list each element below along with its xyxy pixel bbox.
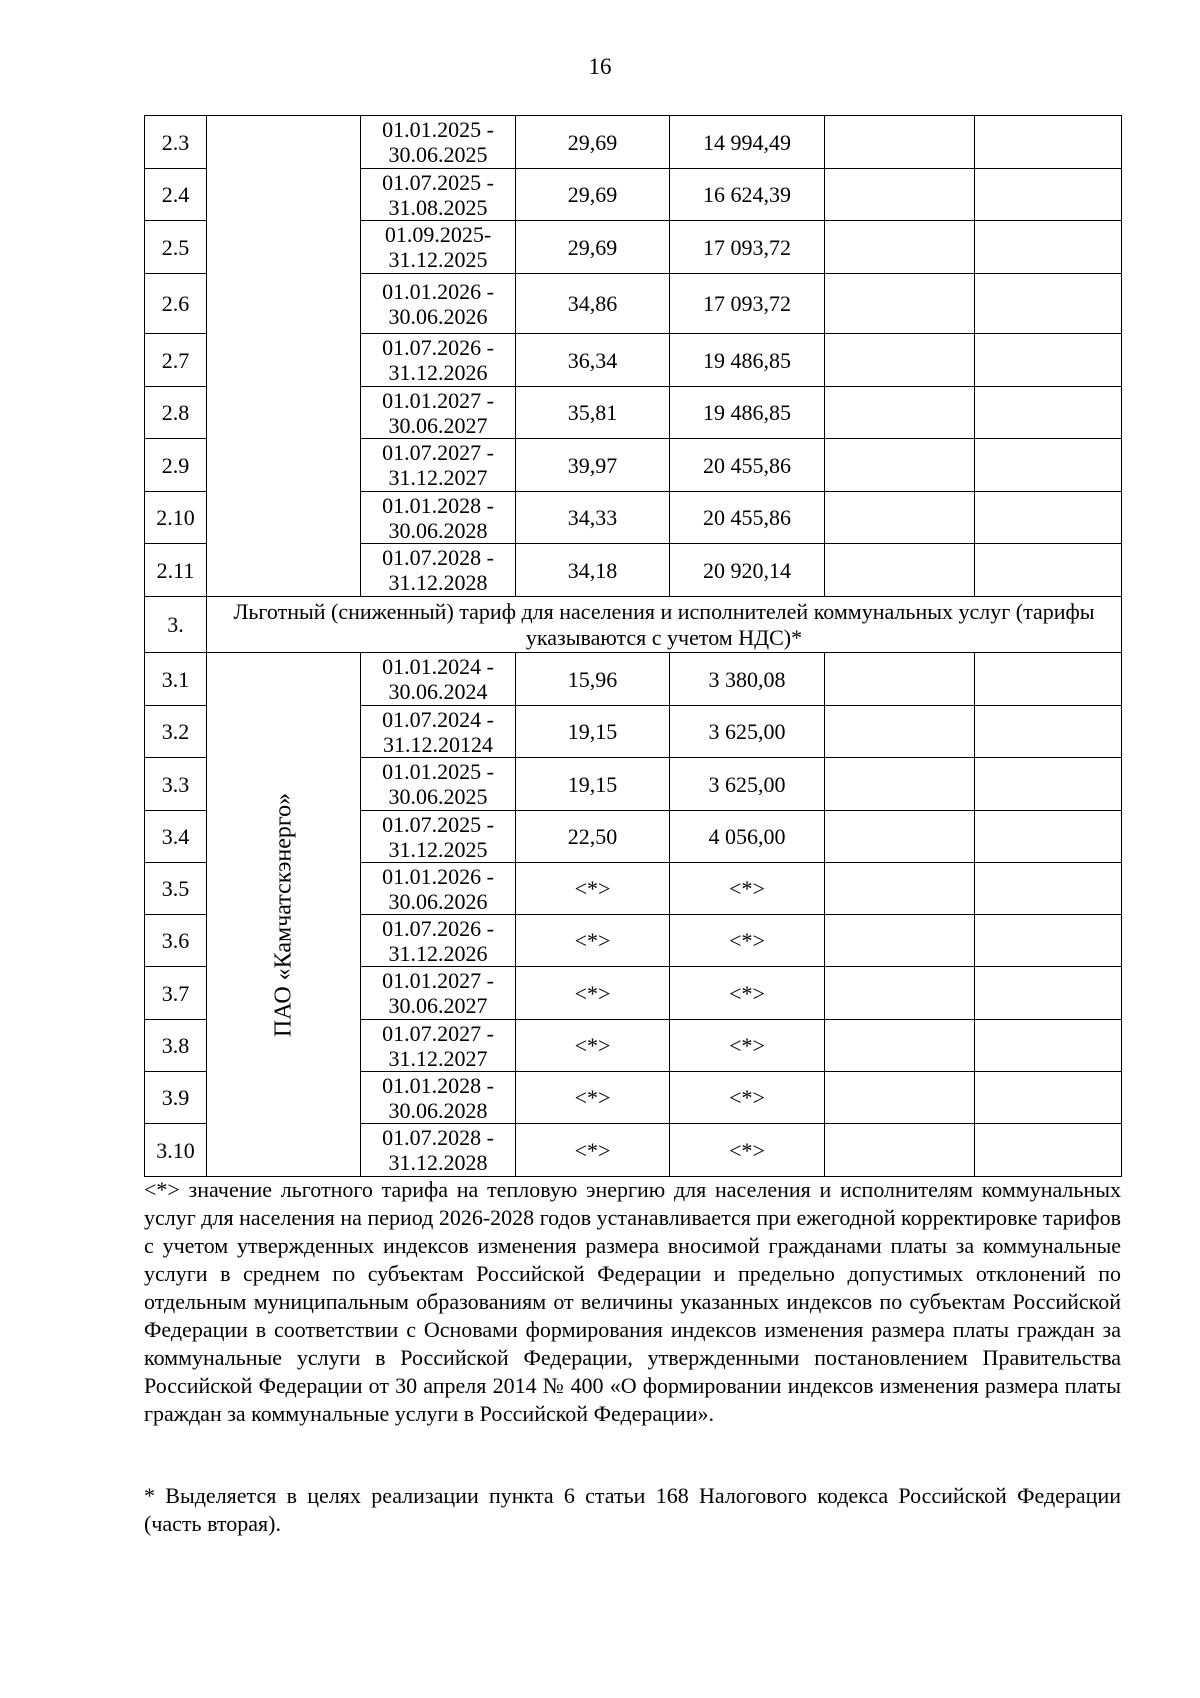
empty-cell [825,967,975,1020]
period-end: 31.08.2025 [388,194,488,220]
empty-cell [825,116,975,169]
empty-cell [975,439,1122,492]
period-end: 31.12.2027 [388,465,488,490]
period-end: 30.06.2028 [388,1097,488,1123]
period-cell [361,967,516,1020]
row-number: 3.9 [145,1072,207,1124]
rate-cell: 29,69 [516,116,670,169]
period-cell [361,387,516,439]
rate-cell: 39,97 [516,439,670,492]
period-cell [361,439,516,492]
empty-cell [975,334,1122,387]
period-end: 30.06.2027 [388,412,488,438]
empty-cell [825,387,975,439]
row-number: 2.8 [145,387,207,439]
period-start: 01.01.2024 - [382,654,494,679]
rate-cell: <*> [516,1124,670,1177]
period-start: 01.01.2025 - [382,117,494,142]
period-cell [361,334,516,387]
period-cell [361,1072,516,1124]
period-end: 31.12.2028 [388,1150,488,1175]
period-start: 01.07.2026 - [382,915,494,941]
section-number: 3. [145,597,207,653]
rate-cell: <*> [516,1072,670,1124]
period-end: 31.12.2025 [388,247,488,272]
period-start: 01.07.2027 - [382,1020,494,1046]
row-number: 2.7 [145,334,207,387]
footnote-angle-asterisk: <*> значение льготного тарифа на тепловую энергию для населения и исполнителям коммунальных услуг для населения на период 2026-2028 годов устанавливается при ежегодной корректировке тарифов с учетом утвержденных индексов изменения размера вносимой гражданами платы за коммунальные услуги в среднем по субъектам Российской Федерации и предельно допустимых отклонений по отдельным муниципальным образованиям от величины указанных индексов по субъектам Российской Федерации в соответствии с Основами формирования индексов изменения размера платы граждан за коммунальные услуги в Российской Федерации, утвержденными постановлением Правительства Российской Федерации от 30 апреля 2014 № 400 «О формировании индексов изменения размера платы граждан за коммунальные услуги в Российской Федерации». [144,1177,1121,1426]
empty-cell [975,653,1122,706]
rate-cell: 35,81 [516,387,670,439]
row-number: 3.8 [145,1020,207,1072]
amount-cell: 19 486,85 [670,334,825,387]
empty-cell [825,863,975,915]
row-number: 3.3 [145,758,207,811]
period-cell [361,1020,516,1072]
rate-cell: <*> [516,1020,670,1072]
empty-cell [825,169,975,221]
period-cell [361,274,516,334]
row-number: 3.4 [145,811,207,863]
rate-cell: 19,15 [516,758,670,811]
rate-cell: 19,15 [516,706,670,758]
period-start: 01.07.2025 - [382,169,494,195]
period-start: 01.07.2028 - [382,1125,494,1150]
period-cell [361,863,516,915]
amount-cell: <*> [670,1020,825,1072]
empty-cell [975,387,1122,439]
section-3-header-row [145,597,1122,653]
row-number: 2.3 [145,116,207,169]
period-end: 30.06.2027 [388,993,488,1018]
rate-cell: 34,33 [516,492,670,544]
period-cell [361,544,516,597]
row-number: 3.5 [145,863,207,915]
period-end: 31.12.20124 [383,731,493,757]
table-row [145,116,1122,169]
row-number: 3.1 [145,653,207,706]
rate-cell: <*> [516,967,670,1020]
rate-cell: 29,69 [516,221,670,274]
row-number: 2.9 [145,439,207,492]
footnote-asterisk: * Выделяется в целях реализации пункта 6 статьи 168 Налогового кодекса Российской Федерации (часть вторая). [144,1483,1121,1536]
period-start: 01.01.2025 - [382,759,494,784]
amount-cell: 20 455,86 [670,439,825,492]
amount-cell: 17 093,72 [670,221,825,274]
period-end: 30.06.2028 [388,517,488,543]
organization-name: ПАО «Камчатскэнерго» [270,792,296,1037]
rate-cell: 34,86 [516,274,670,334]
empty-cell [825,334,975,387]
tariff-table [144,115,1122,1177]
empty-cell [975,863,1122,915]
empty-cell [975,758,1122,811]
row-number: 2.10 [145,492,207,544]
rate-cell: 29,69 [516,169,670,221]
period-start: 01.01.2027 - [382,387,494,413]
amount-cell: 3 625,00 [670,706,825,758]
period-start: 01.07.2026 - [382,335,494,360]
empty-cell [825,915,975,967]
period-cell [361,1124,516,1177]
row-number: 3.7 [145,967,207,1020]
amount-cell: <*> [670,1072,825,1124]
rate-cell: 34,18 [516,544,670,597]
amount-cell: 3 625,00 [670,758,825,811]
period-cell [361,915,516,967]
empty-cell [975,221,1122,274]
amount-cell: <*> [670,915,825,967]
period-cell [361,653,516,706]
period-cell [361,492,516,544]
period-end: 31.12.2026 [388,940,488,966]
amount-cell: 3 380,08 [670,653,825,706]
period-start: 01.07.2027 - [382,440,494,465]
period-cell [361,706,516,758]
amount-cell: <*> [670,863,825,915]
period-start: 01.07.2028 - [382,545,494,570]
empty-cell [975,116,1122,169]
period-cell [361,169,516,221]
amount-cell: 20 920,14 [670,544,825,597]
empty-cell [975,1020,1122,1072]
empty-cell [825,1124,975,1177]
empty-cell [825,1020,975,1072]
empty-cell [825,221,975,274]
row-number: 2.11 [145,544,207,597]
period-end: 30.06.2025 [388,784,488,809]
empty-cell [975,706,1122,758]
organization-cell [207,116,361,597]
empty-cell [975,1072,1122,1124]
amount-cell: 20 455,86 [670,492,825,544]
empty-cell [975,544,1122,597]
empty-cell [975,1124,1122,1177]
rate-cell: 22,50 [516,811,670,863]
period-end: 30.06.2025 [388,142,488,167]
row-number: 2.6 [145,274,207,334]
period-start: 01.07.2025 - [382,811,494,837]
rate-cell: <*> [516,863,670,915]
empty-cell [975,915,1122,967]
empty-cell [975,967,1122,1020]
empty-cell [975,169,1122,221]
amount-cell: 17 093,72 [670,274,825,334]
empty-cell [825,492,975,544]
table-row [145,653,1122,706]
period-end: 30.06.2024 [388,679,488,704]
amount-cell: 14 994,49 [670,116,825,169]
amount-cell: 19 486,85 [670,387,825,439]
amount-cell: <*> [670,1124,825,1177]
row-number: 2.5 [145,221,207,274]
row-number: 3.10 [145,1124,207,1177]
amount-cell: 4 056,00 [670,811,825,863]
empty-cell [825,1072,975,1124]
period-start: 01.09.2025- [384,222,492,247]
row-number: 3.2 [145,706,207,758]
empty-cell [825,758,975,811]
period-end: 31.12.2026 [388,360,488,385]
empty-cell [825,439,975,492]
rate-cell: 36,34 [516,334,670,387]
empty-cell [825,706,975,758]
period-start: 01.07.2024 - [382,706,494,732]
empty-cell [975,274,1122,334]
amount-cell: 16 624,39 [670,169,825,221]
empty-cell [825,274,975,334]
empty-cell [975,492,1122,544]
rate-cell: 15,96 [516,653,670,706]
period-cell [361,811,516,863]
period-start: 01.01.2028 - [382,1072,494,1098]
period-end: 30.06.2026 [388,888,488,914]
period-cell [361,116,516,169]
empty-cell [975,811,1122,863]
period-start: 01.01.2026 - [382,278,494,304]
period-cell [361,758,516,811]
row-number: 2.4 [145,169,207,221]
row-number: 3.6 [145,915,207,967]
period-start: 01.01.2026 - [382,863,494,889]
period-end: 31.12.2027 [388,1045,488,1071]
amount-cell: <*> [670,967,825,1020]
empty-cell [825,811,975,863]
rate-cell: <*> [516,915,670,967]
empty-cell [825,653,975,706]
period-end: 30.06.2026 [388,303,488,329]
period-start: 01.01.2028 - [382,492,494,518]
period-start: 01.01.2027 - [382,968,494,993]
period-end: 31.12.2028 [388,570,488,595]
page-number: 16 [588,54,612,79]
period-cell [361,221,516,274]
section-title: Льготный (сниженный) тариф для населения и исполнителей коммунальных услуг (тарифы указываются с учетом НДС)* [207,597,1122,653]
empty-cell [825,544,975,597]
period-end: 31.12.2025 [388,836,488,862]
organization-cell [207,653,361,1177]
